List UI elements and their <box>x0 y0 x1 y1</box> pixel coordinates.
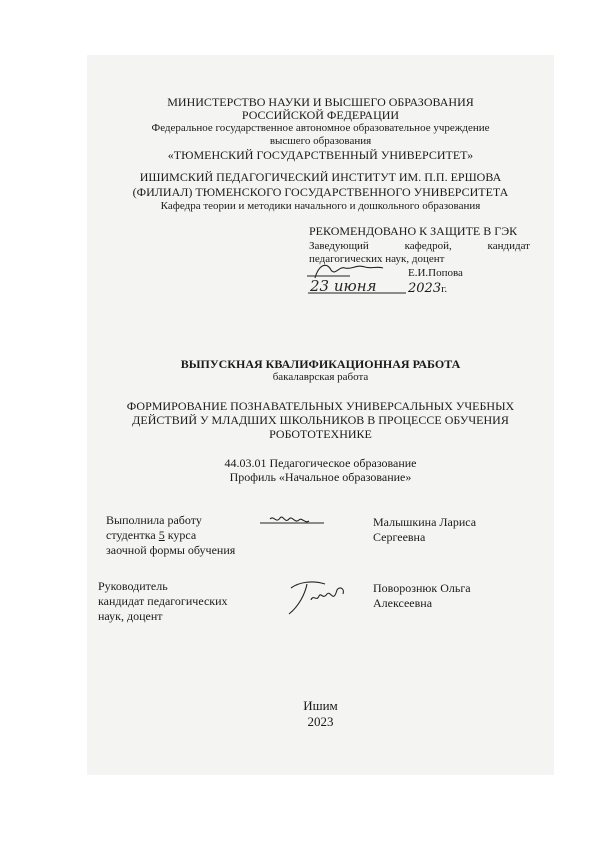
supervisor-name-line-1: Поворознюк Ольга <box>373 581 471 595</box>
org-type-line-2: высшего образования <box>269 135 372 147</box>
student-name-line-2: Сергеевна <box>373 530 426 544</box>
program-code: 44.03.01 Педагогическое образование <box>224 456 417 470</box>
student-label-line-2 <box>106 528 196 542</box>
university-name: «ТЮМЕНСКИЙ ГОСУДАРСТВЕННЫЙ УНИВЕРСИТЕТ» <box>167 148 474 162</box>
approval-year-handwritten: 2023 <box>408 281 442 296</box>
approval-date-underline <box>308 291 408 295</box>
approval-year-suffix: г. <box>441 283 448 295</box>
supervisor-label-line-2: кандидат педагогических <box>98 594 228 608</box>
student-signature <box>258 512 328 530</box>
institute-line-1: ИШИМСКИЙ ПЕДАГОГИЧЕСКИЙ ИНСТИТУТ ИМ. П.П. ЕРШОВА <box>139 170 502 184</box>
approval-date-handwritten: 23 июня <box>310 277 377 295</box>
supervisor-signature <box>285 578 349 618</box>
student-name-line-1: Малышкина Лариса <box>373 515 477 529</box>
work-type: ВЫПУСКНАЯ КВАЛИФИКАЦИОННАЯ РАБОТА <box>180 357 461 371</box>
footer-year: 2023 <box>307 714 334 729</box>
ministry-line-2: РОССИЙСКОЙ ФЕДЕРАЦИИ <box>241 108 400 122</box>
work-subtype: бакалаврская работа <box>272 371 369 383</box>
student-label-line-3: заочной формы обучения <box>106 543 236 557</box>
ministry-line-1: МИНИСТЕРСТВО НАУКИ И ВЫСШЕГО ОБРАЗОВАНИЯ <box>167 95 474 109</box>
topic-line-2: ДЕЙСТВИЙ У МЛАДШИХ ШКОЛЬНИКОВ В ПРОЦЕССЕ ОБУЧЕНИЯ <box>132 413 509 427</box>
supervisor-label-line-3: наук, доцент <box>98 609 163 623</box>
approval-year <box>408 279 447 297</box>
footer-city: Ишим <box>303 698 338 713</box>
topic-line-1: ФОРМИРОВАНИЕ ПОЗНАВАТЕЛЬНЫХ УНИВЕРСАЛЬНЫХ УЧЕБНЫХ <box>126 399 515 413</box>
approval-position-line-2: педагогических наук, доцент <box>309 253 445 265</box>
institute-line-2: (ФИЛИАЛ) ТЮМЕНСКОГО ГОСУДАРСТВЕННОГО УНИВЕРСИТЕТА <box>132 185 509 199</box>
approval-name: Е.И.Попова <box>408 267 463 279</box>
student-label-line-1: Выполнила работу <box>106 513 202 527</box>
department-name: Кафедра теории и методики начального и дошкольного образования <box>160 200 481 212</box>
program-profile: Профиль «Начальное образование» <box>229 470 412 484</box>
supervisor-name-line-2: Алексеевна <box>373 596 433 610</box>
approval-heading: РЕКОМЕНДОВАНО К ЗАЩИТЕ В ГЭК <box>309 224 518 238</box>
supervisor-label-line-1: Руководитель <box>98 579 168 593</box>
student-course-number: 5 <box>158 528 165 542</box>
approval-position-line-1: Заведующий кафедрой, кандидат <box>309 240 530 252</box>
student-label-prefix: студентка <box>106 528 159 542</box>
topic-line-3: РОБОТОТЕХНИКЕ <box>269 427 372 441</box>
org-type-line-1: Федеральное государственное автономное образовательное учреждение <box>151 122 490 134</box>
student-label-suffix: курса <box>164 528 197 542</box>
